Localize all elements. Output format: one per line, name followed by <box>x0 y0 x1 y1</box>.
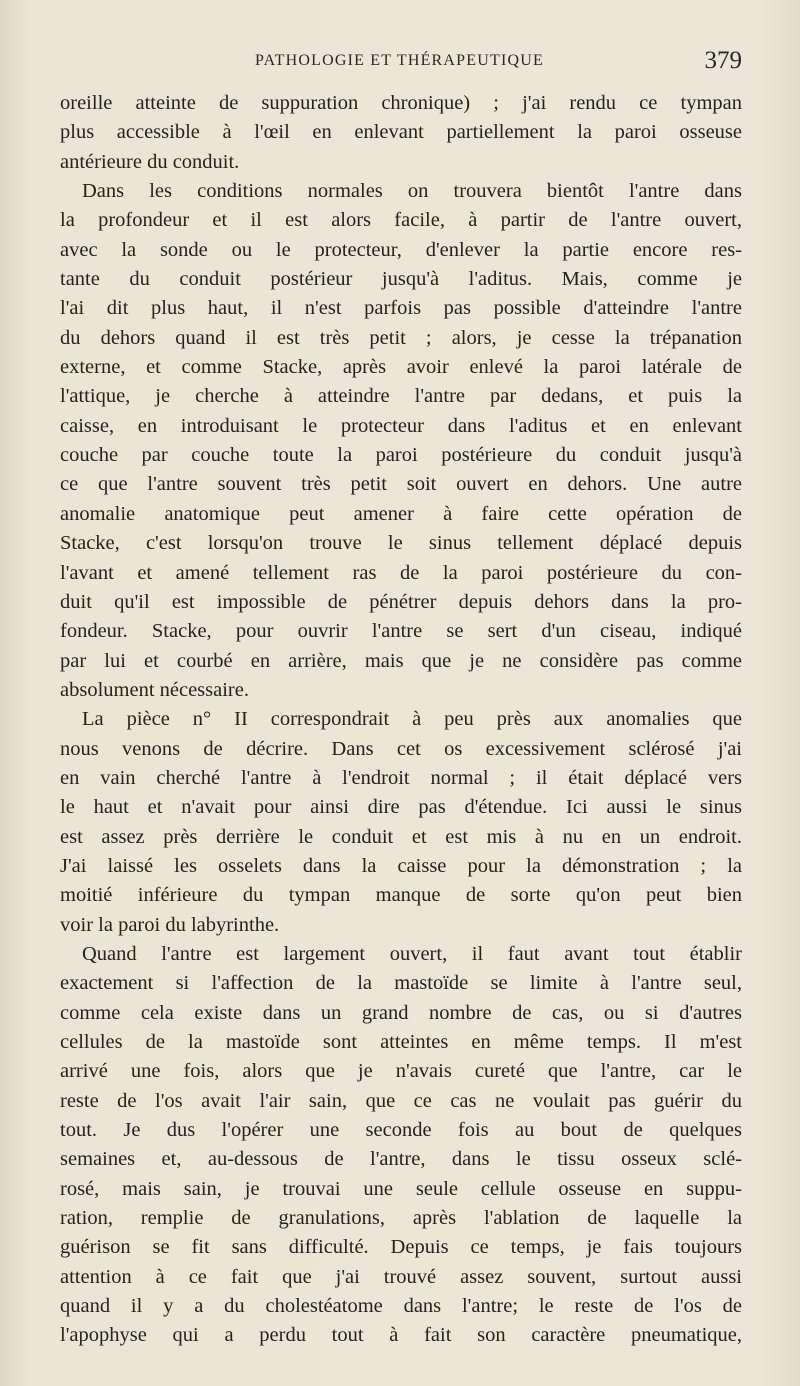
page-header <box>60 47 740 77</box>
running-title: PATHOLOGIE ET THÉRAPEUTIQUE <box>255 52 544 69</box>
text-line: moitié inférieure du tympan manque de sorte qu'on peut bien <box>60 884 742 907</box>
text-line: par lui et courbé en arrière, mais que je ne considère pas comme <box>60 649 742 672</box>
text-line: tout. Je dus l'opérer une seconde fois au bout de quelques <box>60 1119 742 1142</box>
page-number: 379 <box>704 47 742 74</box>
text-line: ration, remplie de granulations, après l'ablation de laquelle la <box>60 1207 742 1230</box>
text-line: semaines et, au-dessous de l'antre, dans le tissu osseux sclé- <box>60 1148 742 1171</box>
text-line: attention à ce fait que j'ai trouvé assez souvent, surtout aussi <box>60 1265 742 1288</box>
text-line: La pièce n° II correspondrait à peu près aux anomalies que <box>82 708 742 731</box>
text-line: la profondeur et il est alors facile, à partir de l'antre ouvert, <box>60 209 742 232</box>
text-line: rosé, mais sain, je trouvai une seule cellule osseuse en suppu- <box>60 1177 742 1200</box>
text-line: J'ai laissé les osselets dans la caisse pour la démonstration ; la <box>60 854 742 877</box>
text-line: comme cela existe dans un grand nombre de cas, ou si d'autres <box>60 1001 742 1024</box>
text-line: duit qu'il est impossible de pénétrer depuis dehors dans la pro- <box>60 590 742 613</box>
text-line: tante du conduit postérieur jusqu'à l'aditus. Mais, comme je <box>60 268 742 291</box>
text-line: absolument nécessaire. <box>60 678 249 701</box>
text-line: Dans les conditions normales on trouvera bientôt l'antre dans <box>82 180 742 203</box>
text-line: le haut et n'avait pour ainsi dire pas d'étendue. Ici aussi le sinus <box>60 796 742 819</box>
text-line: fondeur. Stacke, pour ouvrir l'antre se sert d'un ciseau, indiqué <box>60 620 742 643</box>
text-line: l'apophyse qui a perdu tout à fait son caractère pneumatique, <box>60 1324 742 1347</box>
text-line: exactement si l'affection de la mastoïde se limite à l'antre seul, <box>60 972 742 995</box>
text-line: externe, et comme Stacke, après avoir enlevé la paroi latérale de <box>60 356 742 379</box>
text-line: antérieure du conduit. <box>60 150 240 173</box>
text-line: plus accessible à l'œil en enlevant partiellement la paroi osseuse <box>60 121 742 144</box>
text-line: nous venons de décrire. Dans cet os excessivement sclérosé j'ai <box>60 737 742 760</box>
text-line: Quand l'antre est largement ouvert, il faut avant tout établir <box>82 942 742 965</box>
body-text <box>60 89 742 1351</box>
text-line: l'attique, je cherche à atteindre l'antre par dedans, et puis la <box>60 385 742 408</box>
text-line: voir la paroi du labyrinthe. <box>60 913 280 936</box>
text-line: Stacke, c'est lorsqu'on trouve le sinus tellement déplacé depuis <box>60 532 742 555</box>
text-line: l'avant et amené tellement ras de la paroi postérieure du con- <box>60 561 742 584</box>
text-line: oreille atteinte de suppuration chronique) ; j'ai rendu ce tympan <box>60 92 742 114</box>
text-line: anomalie anatomique peut amener à faire cette opération de <box>60 502 742 525</box>
text-line: est assez près derrière le conduit et est mis à nu en un endroit. <box>60 825 742 848</box>
text-line: l'ai dit plus haut, il n'est parfois pas possible d'atteindre l'antre <box>60 297 742 320</box>
text-line: caisse, en introduisant le protecteur dans l'aditus et en enlevant <box>60 414 742 437</box>
text-line: quand il y a du cholestéatome dans l'antre; le reste de l'os de <box>60 1295 742 1318</box>
text-line: guérison se fit sans difficulté. Depuis ce temps, je fais toujours <box>60 1236 742 1259</box>
text-line: couche par couche toute la paroi postérieure du conduit jusqu'à <box>60 444 742 467</box>
text-line: en vain cherché l'antre à l'endroit normal ; il était déplacé vers <box>60 766 742 789</box>
text-line: arrivé une fois, alors que je n'avais cureté que l'antre, car le <box>60 1060 742 1083</box>
text-line: du dehors quand il est très petit ; alors, je cesse la trépanation <box>60 326 742 349</box>
text-line: cellules de la mastoïde sont atteintes en même temps. Il m'est <box>60 1031 742 1053</box>
text-line: avec la sonde ou le protecteur, d'enlever la partie encore res- <box>60 238 742 261</box>
text-line: reste de l'os avait l'air sain, que ce cas ne voulait pas guérir du <box>60 1089 742 1112</box>
text-line: ce que l'antre souvent très petit soit ouvert en dehors. Une autre <box>60 473 742 496</box>
